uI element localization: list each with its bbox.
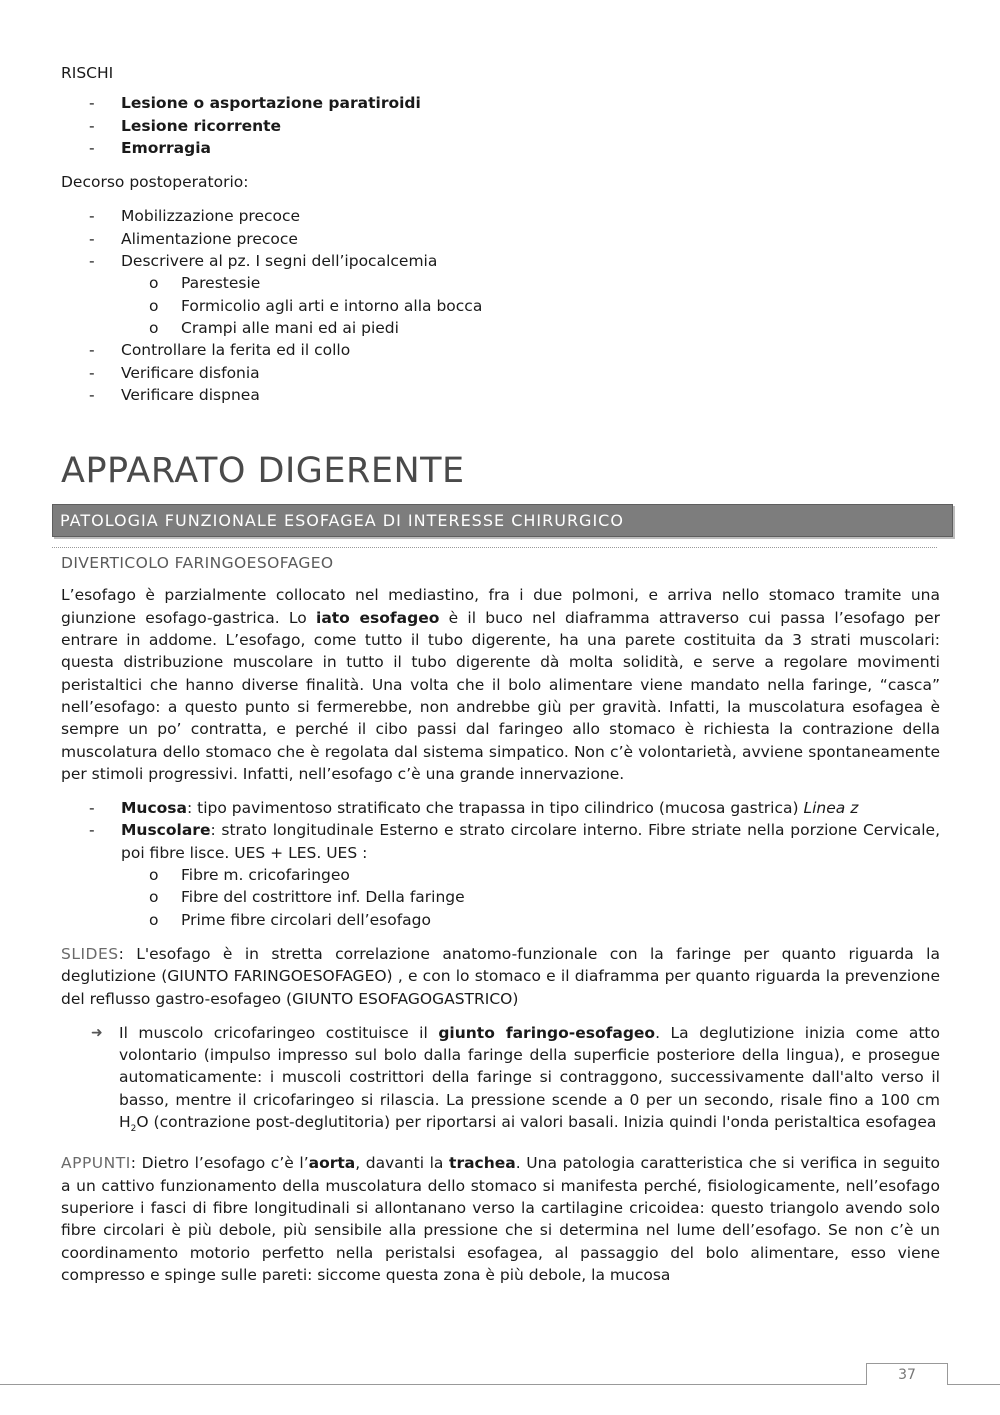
- list-item: - Mucosa: tipo pavimentoso stratificato che trapassa in tipo cilindrico (mucosa gastrica) Linea z: [61, 797, 940, 819]
- ues-sublist: [121, 864, 940, 931]
- list-item: o Crampi alle mani ed ai piedi: [121, 317, 940, 339]
- list-item: - Lesione ricorrente: [61, 115, 940, 137]
- decorso-list: [61, 205, 940, 406]
- layers-list: [61, 797, 940, 931]
- section-title-bar: PATOLOGIA FUNZIONALE ESOFAGEA DI INTERESSE CHIRURGICO: [52, 504, 953, 537]
- list-item: - Muscolare: strato longitudinale Esterno e strato circolare interno. Fibre striate nella porzione Cervicale, poi fibre lisce. UES + LES. UES : o Fibre m. cricofaringeo o Fibre del costrittore inf. Della faringe o Prime fibre circolari dell’esofago: [61, 819, 940, 930]
- arrow-right-icon: ➜: [91, 1024, 103, 1041]
- list-item: - Lesione o asportazione paratiroidi: [61, 92, 940, 114]
- slides-paragraph: SLIDES: L'esofago è in stretta correlazione anatomo-funzionale con la faringe per quanto riguarda la deglutizione (GIUNTO FARINGOESOFAGEO) , e con lo stomaco e il diaframma per quanto riguarda la prevenzione del reflusso gastro-esofageo (GIUNTO ESOFAGOGASTRICO): [61, 944, 940, 1008]
- list-item: - Controllare la ferita ed il collo: [61, 339, 940, 361]
- subsection-title: DIVERTICOLO FARINGOESOFAGEO: [61, 554, 334, 573]
- list-item: o Fibre del costrittore inf. Della faringe: [121, 886, 940, 908]
- decorso-title: Decorso postoperatorio:: [61, 173, 249, 192]
- list-item: - Verificare disfonia: [61, 362, 940, 384]
- list-item: - Mobilizzazione precoce: [61, 205, 940, 227]
- section-divider: [52, 537, 937, 548]
- list-item: o Fibre m. cricofaringeo: [121, 864, 940, 886]
- list-item: o Formicolio agli arti e intorno alla bocca: [121, 295, 940, 317]
- chapter-title: APPARATO DIGERENTE: [61, 451, 465, 492]
- page-content: [61, 62, 940, 1286]
- rischi-list: [61, 92, 940, 159]
- footer-rule-left: [0, 1384, 866, 1385]
- intro-paragraph: L’esofago è parzialmente collocato nel mediastino, fra i due polmoni, e arriva nello stomaco tramite una giunzione esofago-gastrica. Lo iato esofageo è il buco nel diaframma attraverso cui passa l’esofago per entrare in addome. L’esofago, come tutto il tubo digerente, ha una parete costituita da 3 strati muscolari: questa distribuzione muscolare in tutto il tubo digerente dà molta solidità, e serve a regolare movimenti peristaltici che hanno diverse finalità. Una volta che il bolo alimentare viene mandato nella faringe, “casca” nell’esofago: a questo punto si fermerebbe, non andrebbe giù per gravità. Infatti, la muscolatura esofagea è sempre un po’ contratta, e perché il cibo passi dal faringeo allo stomaco è richiesta la contrazione della muscolatura dello stomaco che è regolata dal sistema simpatico. Non c’è volontarietà, avviene spontaneamente per stimoli progressivi. Infatti, nell’esofago c’è una grande innervazione.: [61, 586, 941, 783]
- list-item: - Verificare dispnea: [61, 384, 940, 406]
- arrow-point: ➜ Il muscolo cricofaringeo costituisce il giunto faringo-esofageo. La deglutizione inizia come atto volontario (impulso impresso sul bolo dalla faringe della superficie posteriore della lingua), e prosegue automaticamente: i muscoli costrittori della faringe si contraggono, successivamente dall'alto verso il basso, mentre il cricofaringeo si rilascia. La pressione scende a 0 per un secondo, risale fino a 100 cm $H_2O$ (contrazione post-deglutitoria) per riportarsi ai valori basali. Inizia quindi l'onda peristaltica esofagea: [91, 1023, 940, 1135]
- list-item: - Emorragia: [61, 137, 940, 159]
- page-number: 37: [866, 1363, 948, 1385]
- appunti-paragraph: APPUNTI: Dietro l’esofago c’è l’aorta, davanti la trachea. Una patologia caratteristica che si verifica in seguito a un cattivo funzionamento della muscolatura dello stomaco si manifesta perché, fisiologicamente, nell’esofago superiore i fasci di fibre longitudinali si allontanano verso la cartilagine cricoidea: questo triangolo avendo solo fibre circolari è più debole, più sensibile alla pressione che si determina nel lume dell’esofago. Se non c’è un coordinamento motorio perfetto nella peristalsi esofagea, al passaggio del bolo alimentare, esso viene compresso e spinge sulle pareti: siccome questa zona è più debole, la mucosa: [61, 1154, 941, 1284]
- list-item: - Descrivere al pz. I segni dell’ipocalcemia o Parestesie o Formicolio agli arti e intorno alla bocca o Crampi alle mani ed ai piedi: [61, 250, 940, 339]
- list-item: - Alimentazione precoce: [61, 228, 940, 250]
- ipocalcemia-sublist: [121, 272, 940, 339]
- list-item: o Parestesie: [121, 272, 940, 294]
- rischi-title: RISCHI: [61, 64, 114, 82]
- list-item: o Prime fibre circolari dell’esofago: [121, 909, 940, 931]
- footer-rule-right: [946, 1384, 1000, 1385]
